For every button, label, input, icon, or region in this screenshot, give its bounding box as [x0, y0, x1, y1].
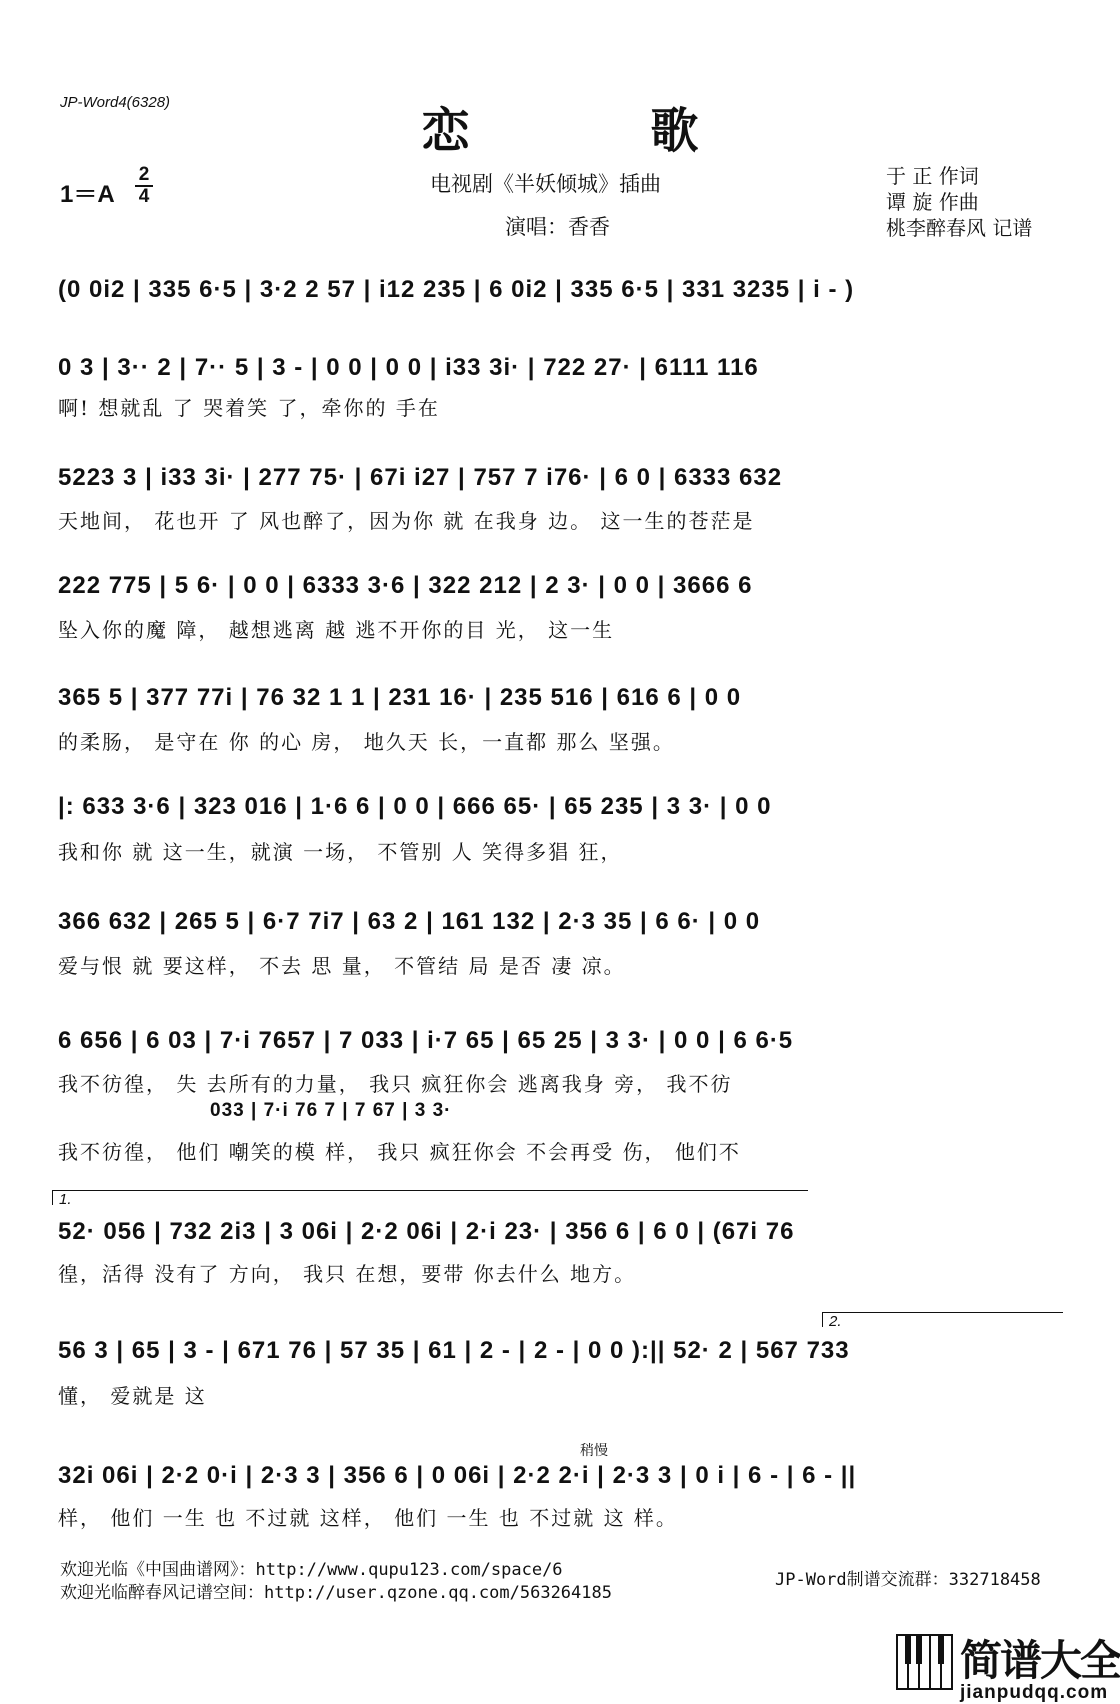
score-row-11-lyrics: 懂， 爱就是 这: [58, 1384, 207, 1408]
score-row-2-lyrics: 啊! 想就乱 了 哭着笑 了，牵你的 手在: [58, 396, 440, 420]
song-title: 恋 歌: [421, 103, 781, 159]
score-row-7-notes: 366 632 | 265 5 | 6·7 7i7 | 63 2 | 161 132 | 2·3 35 | 6 6· | 0 0: [58, 908, 761, 935]
score-row-3-lyrics: 天地间， 花也开 了 风也醉了，因为你 就 在我身 边。 这一生的苍茫是: [58, 509, 755, 533]
time-numerator: 2: [138, 164, 150, 185]
score-row-12-lyrics: 样， 他们 一生 也 不过就 这样， 他们 一生 也 不过就 这 样。: [58, 1506, 678, 1530]
volta-2-label: 2.: [829, 1313, 842, 1330]
score-row-5-notes: 365 5 | 377 77i | 76 32 1 1 | 231 16· | 235 516 | 616 6 | 0 0: [58, 684, 742, 711]
score-row-4-notes: 222 775 | 5 6· | 0 0 | 6333 3·6 | 322 212 | 2 3· | 0 0 | 3666 6: [58, 572, 753, 599]
score-row-2-notes: 0 3 | 3·· 2 | 7·· 5 | 3 - | 0 0 | 0 0 | i33 3i· | 722 27· | 6111 116: [58, 354, 759, 381]
footer-link-qzone: 欢迎光临醉春风记谱空间：http://user.qzone.qq.com/563264185: [60, 1583, 612, 1603]
score-row-4-lyrics: 坠入你的魔 障， 越想逃离 越 逃不开你的目 光， 这一生: [58, 618, 615, 642]
score-row-10-lyrics: 徨，活得 没有了 方向， 我只 在想，要带 你去什么 地方。: [58, 1262, 637, 1286]
score-row-6-lyrics: 我和你 就 这一生，就演 一场， 不管别 人 笑得多猖 狂，: [58, 840, 623, 864]
score-row-9-lyrics: 我不彷徨， 他们 嘲笑的模 样， 我只 疯狂你会 不会再受 伤， 他们不: [58, 1140, 741, 1164]
score-row-3-notes: 5223 3 | i33 3i· | 277 75· | 67i i27 | 757 7 i76· | 6 0 | 6333 632: [58, 464, 783, 491]
volta-1-label: 1.: [59, 1191, 72, 1208]
time-signature: [133, 166, 155, 206]
piano-keys-icon: [896, 1630, 962, 1690]
song-subtitle: 电视剧《半妖倾城》插曲: [430, 172, 661, 196]
score-row-9-notes: 033 | 7·i 76 7 | 7 67 | 3 3·: [210, 1100, 452, 1121]
logo-url: jianpudqq.com: [960, 1682, 1109, 1703]
score-row-6-notes: |: 633 3·6 | 323 016 | 1·6 6 | 0 0 | 666 65· | 65 235 | 3 3· | 0 0: [58, 793, 772, 820]
score-row-8-notes: 6 656 | 6 03 | 7·i 7657 | 7 033 | i·7 65 | 65 25 | 3 3· | 0 0 | 6 6·5: [58, 1027, 794, 1054]
software-label: JP-Word4(6328): [60, 94, 171, 111]
key-signature: 1＝A: [60, 181, 115, 208]
volta-second-ending: [822, 1312, 1063, 1330]
lyricist-credit: 于 正 作词: [886, 164, 979, 188]
score-row-11-notes: 56 3 | 65 | 3 - | 671 76 | 57 35 | 61 | 2 - | 2 - | 0 0 ):|| 52· 2 | 567 733: [58, 1337, 850, 1364]
tempo-mark: 稍慢: [580, 1442, 608, 1458]
logo-text: 简谱大全: [960, 1636, 1120, 1685]
transcriber-credit: 桃李醉春风 记谱: [886, 216, 1033, 240]
composer-credit: 谭 旋 作曲: [886, 190, 979, 214]
site-logo: [896, 1630, 1120, 1704]
score-row-12-notes: 32i 06i | 2·2 0·i | 2·3 3 | 356 6 | 0 06i | 2·2 2·i | 2·3 3 | 0 i | 6 - | 6 - ||: [58, 1462, 857, 1489]
footer-link-qupu: 欢迎光临《中国曲谱网》：http://www.qupu123.com/space/6: [60, 1560, 563, 1580]
score-row-1-notes: (0 0i2 | 335 6·5 | 3·2 2 57 | i12 235 | 6 0i2 | 335 6·5 | 331 3235 | i - ): [58, 276, 855, 303]
score-row-7-lyrics: 爱与恨 就 要这样， 不去 思 量， 不管结 局 是否 凄 凉。: [58, 954, 626, 978]
score-row-5-lyrics: 的柔肠， 是守在 你 的心 房， 地久天 长，一直都 那么 坚强。: [58, 730, 675, 754]
singer-label: 演唱：香香: [505, 215, 610, 239]
score-row-10-notes: 52· 056 | 732 2i3 | 3 06i | 2·2 06i | 2·i 23· | 356 6 | 6 0 | (67i 76: [58, 1218, 795, 1245]
volta-first-ending: [52, 1190, 808, 1208]
score-row-8-lyrics: 我不彷徨， 失 去所有的力量， 我只 疯狂你会 逃离我身 旁， 我不彷: [58, 1072, 733, 1096]
time-denominator: 4: [138, 186, 150, 207]
footer-group-number: JP-Word制谱交流群：332718458: [775, 1570, 1041, 1590]
